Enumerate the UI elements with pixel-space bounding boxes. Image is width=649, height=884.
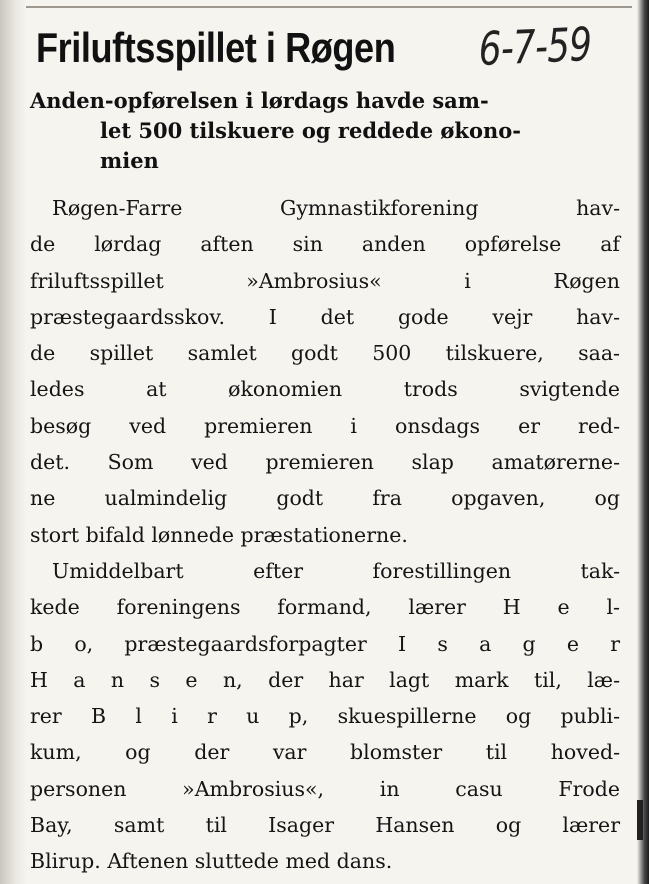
body-line: de lørdag aften sin anden opførelse af <box>30 232 620 257</box>
body-line: besøg ved premieren i onsdags er red- <box>30 413 620 438</box>
subheadline-line: let 500 tilskuere og reddede økono- <box>100 118 521 143</box>
body-line: b o, præstegaardsforpagter I s a g e r <box>30 631 620 656</box>
body-line: personen »Ambrosius«, in casu Frode <box>30 776 620 801</box>
body-line: ne ualmindelig godt fra opgaven, og <box>30 486 620 511</box>
body-line: de spillet samlet godt 500 tilskuere, saa- <box>30 341 620 366</box>
paper-edge-right <box>637 0 649 884</box>
subheadline-line: mien <box>100 148 159 173</box>
paper-edge-left <box>0 0 26 884</box>
body-line: Blirup. Aftenen sluttede med dans. <box>30 849 393 874</box>
adjacent-column-fragment <box>637 800 643 840</box>
body-line: kede foreningens formand, lærer H e l- <box>30 595 620 620</box>
body-line: det. Som ved premieren slap amatørerne- <box>30 450 620 475</box>
body-line: stort bifald lønnede præstationerne. <box>30 522 408 547</box>
body-line: Røgen-Farre Gymnastikforening hav- <box>52 196 620 220</box>
body-line: Umiddelbart efter forestillingen tak- <box>52 558 620 583</box>
body-line: ledes at økonomien trods svigtende <box>30 377 620 402</box>
article-body <box>30 190 620 880</box>
article-subheadline <box>30 86 620 176</box>
article-headline: Friluftsspillet i Røgen <box>36 24 396 71</box>
body-line: Bay, samt til Isager Hansen og lærer <box>30 813 620 838</box>
body-line: præstegaardsskov. I det gode vejr hav- <box>30 304 620 329</box>
subheadline-line: Anden-opførelsen i lørdags havde sam- <box>30 88 489 113</box>
body-line: rer B l i r u p, skuespillerne og publi- <box>30 704 620 729</box>
top-rule <box>26 6 632 8</box>
body-line: kum, og der var blomster til hoved- <box>30 740 620 765</box>
body-line: H a n s e n, der har lagt mark til, læ- <box>30 667 620 692</box>
handwritten-date: 6-7-59 <box>478 16 592 76</box>
body-line: friluftsspillet »Ambrosius« i Røgen <box>30 268 620 293</box>
